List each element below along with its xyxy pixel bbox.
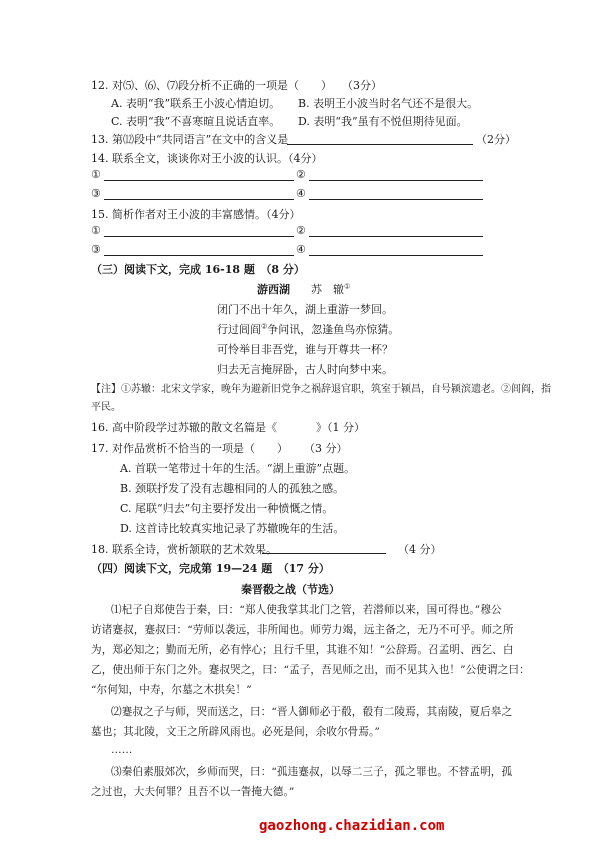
q15-answer-line-1	[104, 236, 294, 237]
site-watermark: gaozhong.chazidian.com	[259, 818, 445, 834]
q14-marker-2: ②	[296, 168, 306, 181]
q14-marker-4: ④	[296, 187, 306, 200]
passage-p2-line-1: ⑵蹇叔之子与师，哭而送之，曰：“晋人御师必于殽，殽有二陵焉，其南陵，夏后皋之	[111, 706, 513, 718]
q16-close: 》（1 分）	[316, 421, 365, 434]
section-3-heading: （三）阅读下文，完成 16-18 题 （8 分）	[91, 263, 305, 276]
poem-author: 苏 辙①	[311, 282, 351, 296]
q15-answer-line-2	[309, 236, 483, 237]
q15-marker-1: ①	[91, 224, 101, 237]
q13-stem: 13. 第⑿段中“共同语言”在文中的含义是	[91, 133, 289, 146]
q12-option-b: B. 表明王小波当时名气还不是很大。	[298, 97, 479, 110]
q17-option-c: C. 尾联“归去”句主要抒发出一种愤慨之情。	[120, 502, 334, 515]
passage-p1-line-5: “尔何知，中寿，尔墓之木拱矣！”	[91, 684, 252, 696]
q15-answer-line-4	[309, 255, 483, 256]
q18-answer-line	[262, 553, 386, 554]
q14-stem: 14. 联系全文，谈谈你对王小波的认识。（4分）	[91, 152, 323, 165]
passage-ellipsis: ……	[111, 744, 133, 756]
section-4-heading: （四）阅读下文，完成第 19—24 题 （17 分）	[91, 562, 330, 575]
passage-p2-line-2: 墓也；其北陵，文王之所辟风雨也。必死是间，余收尔骨焉。”	[91, 726, 380, 738]
poem-title: 游西湖	[257, 283, 290, 296]
poem-line-2: 行过闾阎②争问讯，忽逢鱼鸟亦惊猜。	[217, 322, 400, 336]
q15-marker-3: ③	[91, 243, 101, 256]
q12-option-c: C. 表明“我”不喜寒暄且说话直率。	[111, 115, 281, 128]
q14-answer-line-3	[104, 199, 294, 200]
poem-line-1: 闭门不出十年久，湖上重游一梦回。	[217, 303, 393, 316]
q18-stem: 18. 联系全诗，赏析颔联的艺术效果。	[91, 543, 277, 556]
q17-score: （3 分）	[304, 442, 348, 455]
q12-score: （3分）	[342, 79, 382, 92]
passage-p1-line-1: ⑴杞子自郑使告于秦，曰：“郑人使我掌其北门之管，若潜师以来，国可得也。”穆公	[111, 604, 502, 616]
q14-answer-line-2	[309, 180, 483, 181]
q16-stem: 16. 高中阶段学过苏辙的散文名篇是《	[91, 421, 277, 434]
q17-stem: 17. 对作品赏析不恰当的一项是（ ）	[91, 442, 288, 455]
passage-p3-line-1: ⑶秦伯素服郊次，乡师而哭，曰：“孤违蹇叔，以辱二三子，孤之罪也。不替孟明，孤	[111, 766, 513, 778]
q17-option-b: B. 颈联抒发了没有志趣相同的人的孤独之感。	[120, 482, 345, 495]
q17-option-a: A. 首联一笔带过十年的生活。“湖上重游”点题。	[120, 462, 356, 475]
poem-line-3: 可怜举目非吾党，谁与开尊共一杯？	[217, 343, 393, 356]
poem-note: 【注】①苏辙：北宋文学家，晚年为避新旧党争之祸辞退官职，筑室于颍昌，自号颍滨遗老。②闾阎，指	[91, 384, 551, 395]
passage-title: 秦晋殽之战（节选）	[241, 583, 340, 596]
q14-answer-line-1	[104, 180, 294, 181]
q15-marker-2: ②	[296, 224, 306, 237]
passage-p3-line-2: 之过也，大夫何罪？且吾不以一眚掩大德。”	[91, 786, 295, 798]
q18-score: （4 分）	[398, 543, 442, 556]
poem-note-continued: 平民。	[91, 402, 121, 413]
poem-line-4: 归去无言掩屏卧，古人时向梦中来。	[217, 363, 393, 376]
q14-marker-1: ①	[91, 168, 101, 181]
q15-answer-line-3	[104, 255, 294, 256]
q13-score: （2分）	[476, 133, 516, 146]
q12-option-d: D. 表明“我”虽有不悦但期待见面。	[298, 115, 468, 128]
q13-answer-line	[287, 144, 473, 145]
passage-p1-line-4: 乙，使出师于东门之外。蹇叔哭之，曰：“孟子，吾见师之出，而不见其入也！”公使谓之曰：	[91, 664, 530, 676]
q15-marker-4: ④	[296, 243, 306, 256]
q12-option-a: A. 表明“我”联系王小波心情迫切。	[111, 97, 281, 110]
q14-answer-line-4	[309, 199, 483, 200]
q12-stem: 12. 对⑸、⑹、⑺段分析不正确的一项是（ ）	[91, 79, 332, 92]
passage-p1-line-2: 访诸蹇叔，蹇叔曰：“劳师以袭远，非所闻也。师劳力竭，远主备之，无乃不可乎。师之所	[91, 624, 514, 636]
passage-p1-line-3: 为，郑必知之；勤而无所，必有悖心；且行千里，其谁不知！”公辞焉。召孟明、西乞、白	[91, 644, 514, 656]
q14-marker-3: ③	[91, 187, 101, 200]
q15-stem: 15. 简析作者对王小波的丰富感情。（4分）	[91, 208, 301, 221]
q17-option-d: D. 这首诗比较真实地记录了苏辙晚年的生活。	[120, 522, 345, 535]
